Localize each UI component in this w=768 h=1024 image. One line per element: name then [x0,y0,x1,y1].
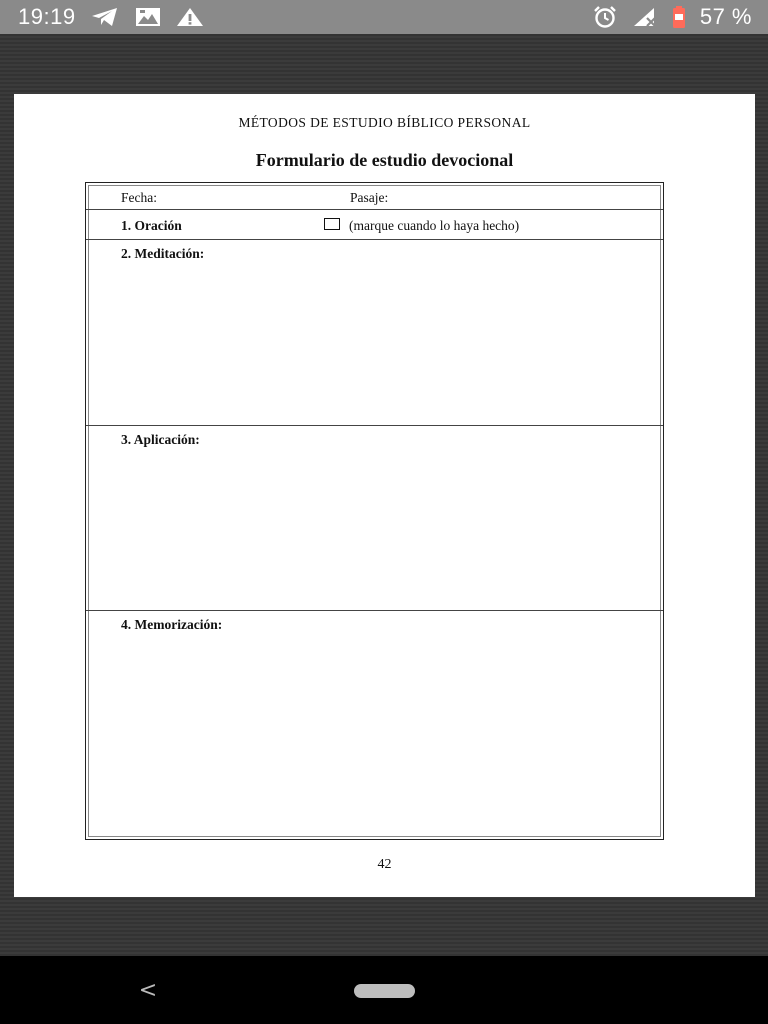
status-left [18,4,204,30]
form-row-memorizacion [86,611,663,839]
oracion-checkbox[interactable] [324,218,340,230]
devotional-form [85,182,664,840]
status-right [592,4,752,30]
pasaje-label: Pasaje: [350,190,389,205]
aplicacion-label: 3. Aplicación: [121,432,200,447]
battery-icon [672,5,686,29]
form-row-meditacion [86,240,663,426]
meditacion-label: 2. Meditación: [121,246,205,261]
status-bar [0,0,768,34]
memorizacion-label: 4. Memorización: [121,617,223,632]
document-page[interactable] [14,94,755,897]
telegram-icon [90,6,120,28]
back-button[interactable]: < [138,977,158,1003]
document-viewer[interactable] [0,34,768,956]
clock: 19:19 [18,4,76,29]
battery-percent: 57 % [699,4,752,29]
form-title: Formulario de estudio devocional [255,150,514,170]
alarm-icon [592,5,618,29]
gallery-icon [134,6,162,28]
fecha-label: Fecha: [121,190,157,205]
oracion-hint: (marque cuando lo haya hecho) [349,218,520,233]
oracion-label: 1. Oración [121,218,182,233]
home-pill-button[interactable] [354,984,415,998]
warning-icon [176,6,204,28]
navigation-bar [0,956,768,1024]
form-row-aplicacion [86,426,663,611]
form-row-header [86,183,663,210]
running-header: MÉTODOS DE ESTUDIO BÍBLICO PERSONAL [238,115,531,130]
signal-icon [632,6,658,28]
page-number: 42 [377,857,392,872]
form-row-oracion [86,210,663,240]
